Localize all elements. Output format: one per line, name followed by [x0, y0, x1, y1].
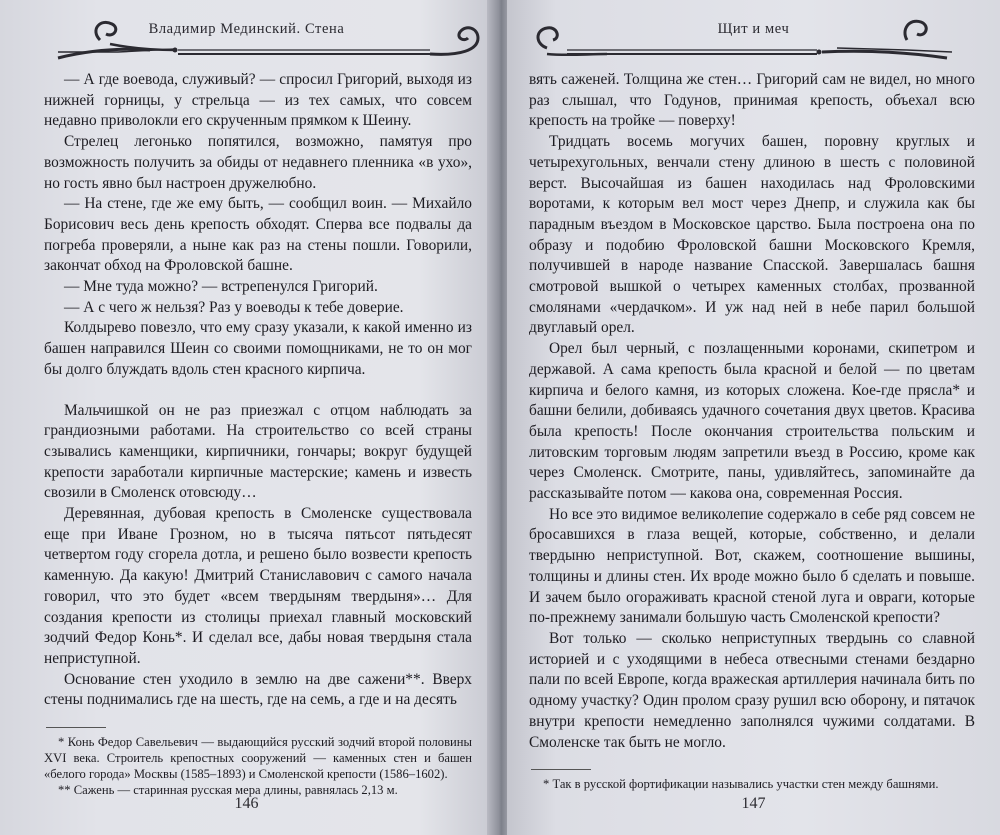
- left-page: [0, 0, 493, 835]
- paragraph: — А где воевода, служивый? — спросил Григорий, выходя из нижней горницы, у стрельца — из тех самых, что совсем недавно приволокли его скрученным прямком к Шеину.: [44, 71, 472, 130]
- paragraph: — Мне туда можно? — встрепенулся Григорий.: [64, 278, 378, 296]
- paragraph: вять саженей. Толщина же стен… Григорий сам не видел, но много раз слышал, что Годунов, принимая крепость, объехал всю крепость на тройке — поверху!: [529, 71, 975, 130]
- left-page-text: [44, 70, 472, 798]
- footnote: * Так в русской фортификации назывались участки стен между башнями.: [543, 777, 939, 792]
- left-running-head-title: Владимир Мединский. Стена: [148, 21, 345, 37]
- right-page-number: 147: [741, 795, 766, 812]
- paragraph: Основание стен уходило в землю на две сажени**. Вверх стены поднимались где на шесть, где на семь, а где и на десять: [44, 670, 472, 709]
- paragraph: Вот только — сколько неприступных твердынь со славной историей и с уходящими в небеса отвесными стенами бездарно пали по всей Европе, когда вражеская артиллерия начинала бить по одному участку? Один пролом сразу рушил всю оборону, и пятачок внутри крепости немедленно заполнялся чужими солдатами. В Смоленске так быть не могло.: [529, 629, 975, 751]
- right-footnotes: [529, 776, 975, 792]
- paragraph: Мальчишкой он не раз приезжал с отцом наблюдать за грандиозными работами. На строительство со всей страны сзывались каменщики, кирпичники, гончары; вокруг будущей крепости заработали кирпичные мастерские; камень и известь свозили в Смоленск отовсюду…: [44, 401, 472, 502]
- right-running-head: [507, 10, 1000, 72]
- ornament-flourish-icon: [507, 10, 1000, 72]
- footnote-divider: [46, 727, 106, 728]
- footnote: * Конь Федор Савельевич — выдающийся русский зодчий второй половины XVI века. Строитель крепостных сооружений — каменных стен и башен «белого города» Москвы (1585–1893) и Смоленской крепости (1586–1602).: [44, 735, 472, 782]
- paragraph: Орел был черный, с позлащенными коронами, скипетром и державой. А сама крепость была красной и белой — по цветам кирпича и белого камня, из которых сложена. Кое-где прясла* и башни белили, добиваясь удачного сочетания двух цветов. Красива была крепость! После окончания строительства польским и литовским торговым людям запретили въезд в Россию, кроме как через Смоленск. Смотрите, паны, удивляйтесь, запоминайте да рассказывайте потом — какова она, современная Россия.: [529, 340, 975, 503]
- left-running-head: [0, 10, 493, 72]
- left-page-number: 146: [234, 795, 259, 812]
- right-page: [507, 0, 1000, 835]
- right-running-head-title: Щит и меч: [717, 21, 790, 37]
- right-page-text: [529, 70, 975, 792]
- footnote-divider: [531, 769, 591, 770]
- left-footnotes: [44, 734, 472, 798]
- paragraph: — А с чего ж нельзя? Раз у воеводы к тебе доверие.: [64, 298, 404, 316]
- paragraph: Деревянная, дубовая крепость в Смоленске существовала еще при Иване Грозном, но в тысяча пятьсот пятьдесят четвертом году сгорела дотла, и решено было возвести крепость каменную. Да какую! Дмитрий Станиславович с самого начала говорил, что это будет «всем твердыням твердыня»… Для создания крепости из столицы приехал главный московский зодчий Федор Конь*. И сделал все, дабы новая твердыня стала неприступной.: [44, 505, 472, 667]
- paragraph: Тридцать восемь могучих башен, поровну круглых и четырехугольных, венчали стену длиною в шесть с половиной верст. Высочайшая из башен находилась над Фроловскими воротами, к которым вел мост через Днепр, и служила как бы парадным въездом в Московское царство. Была построена она по образу и подобию Фроловской башни Московского Кремля, получившей в народе название Спасской. Завершалась башня смотровой вышкой о четырех каменных столбах, прозванной смолянами «чердачком». И уж над ней в небе парил большой двуглавый орел.: [529, 133, 975, 337]
- paragraph: Но все это видимое великолепие содержало в себе ряд совсем не бросавшихся в глаза вещей, которые, собственно, и делали твердыню неприступной. Вот, скажем, соотношение вышины, толщины и длины стен. Их вроде можно было б сделать и повыше. И зачем было огораживать красной стеной луга и овраги, которые по-прежнему занимали большую часть Смоленской крепости?: [529, 505, 975, 627]
- ornament-flourish-icon: [0, 10, 493, 72]
- paragraph: Колдырево повезло, что ему сразу указали, к какой именно из башен направился Шеин со своими помощниками, не то он мог бы долго блуждать вдоль стен красного кирпича.: [44, 319, 472, 378]
- footnote: ** Сажень — старинная русская мера длины, равнялась 2,13 м.: [58, 783, 398, 798]
- paragraph: Стрелец легонько попятился, возможно, памятуя про возможность получить за обиды от недавнего пленника «в ухо», но гость явно был настроен дружелюбно.: [44, 133, 472, 192]
- paragraph: — На стене, где же ему быть, — сообщил воин. — Михайло Борисович весь день крепость обходят. Сперва все подвалы да погреба проверяли, а ныне как раз на стены пошли. Говорили, закончат обход на Фроловской башне.: [44, 195, 472, 275]
